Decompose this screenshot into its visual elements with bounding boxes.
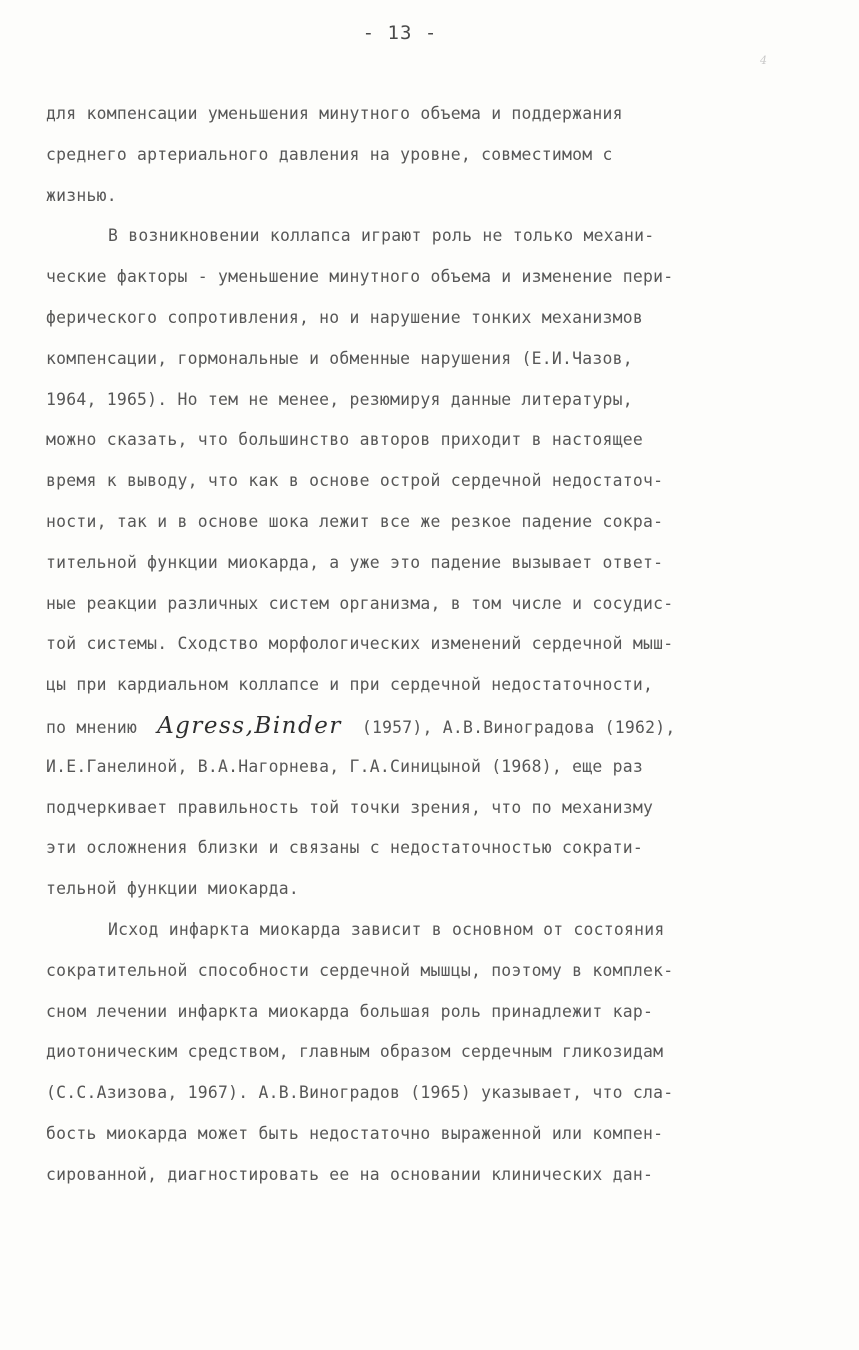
text-line: цы при кардиальном коллапсе и при сердечной недостаточности, (46, 675, 654, 695)
body-text (46, 94, 836, 1196)
text-line: для компенсации уменьшения минутного объема и поддержания (46, 104, 623, 123)
mixed-line-suffix: (1957), А.В.Виноградова (1962), (361, 717, 676, 737)
text-line: ности, так и в основе шока лежит все же резкое падение сокра- (46, 511, 664, 531)
mixed-line-prefix: по мнению (46, 717, 138, 737)
text-line: И.Е.Ганелиной, В.А.Нагорнева, Г.А.Синицыной (1968), еще раз (46, 756, 643, 776)
text-line: ные реакции различных систем организма, в том числе и сосудис- (46, 593, 674, 613)
text-line: той системы. Сходство морфологических изменений сердечной мыш- (46, 634, 674, 654)
text-line: тительной функции миокарда, а уже это падение вызывает ответ- (46, 552, 664, 572)
paragraph-start-line: В возникновении коллапса играют роль не только механи- (108, 226, 655, 246)
handwritten-separator: , (245, 712, 255, 739)
text-line: диотоническим средством, главным образом сердечным гликозидам (46, 1042, 664, 1062)
text-line: бость миокарда может быть недостаточно выраженной или компен- (46, 1123, 664, 1143)
text-line: подчеркивает правильность той точки зрения, что по механизму (46, 797, 654, 817)
page-number: - 13 - (362, 22, 438, 44)
text-line: компенсации, гормональные и обменные нарушения (Е.И.Чазов, (46, 348, 633, 368)
handwritten-author-agress: Agress (157, 712, 246, 739)
corner-mark: 4 (760, 54, 767, 67)
text-line: время к выводу, что как в основе острой сердечной недостаточ- (46, 471, 664, 491)
handwritten-author-binder: Binder (254, 712, 342, 739)
text-line: сократительной способности сердечной мышцы, поэтому в комплек- (46, 960, 674, 980)
text-line: сированной, диагностировать ее на основании клинических дан- (46, 1164, 654, 1184)
text-line: среднего артериального давления на уровне, совместимом с (46, 144, 613, 164)
text-line: жизнью. (46, 185, 117, 205)
paragraph-start-line: Исход инфаркта миокарда зависит в основном от состояния (108, 919, 665, 939)
text-line: можно сказать, что большинство авторов приходит в настоящее (46, 430, 643, 450)
text-line: эти осложнения близки и связаны с недостаточностью сократи- (46, 838, 643, 858)
mixed-text-line (46, 706, 836, 747)
text-line: (С.С.Азизова, 1967). А.В.Виноградов (1965) указывает, что сла- (46, 1083, 674, 1103)
text-line: тельной функции миокарда. (46, 879, 299, 899)
text-line: ферического сопротивления, но и нарушение тонких механизмов (46, 307, 643, 327)
text-line: 1964, 1965). Но тем не менее, резюмируя данные литературы, (46, 389, 633, 409)
text-line: сном лечении инфаркта миокарда большая роль принадлежит кар- (46, 1001, 654, 1021)
text-line: ческие факторы - уменьшение минутного объема и изменение пери- (46, 267, 674, 287)
